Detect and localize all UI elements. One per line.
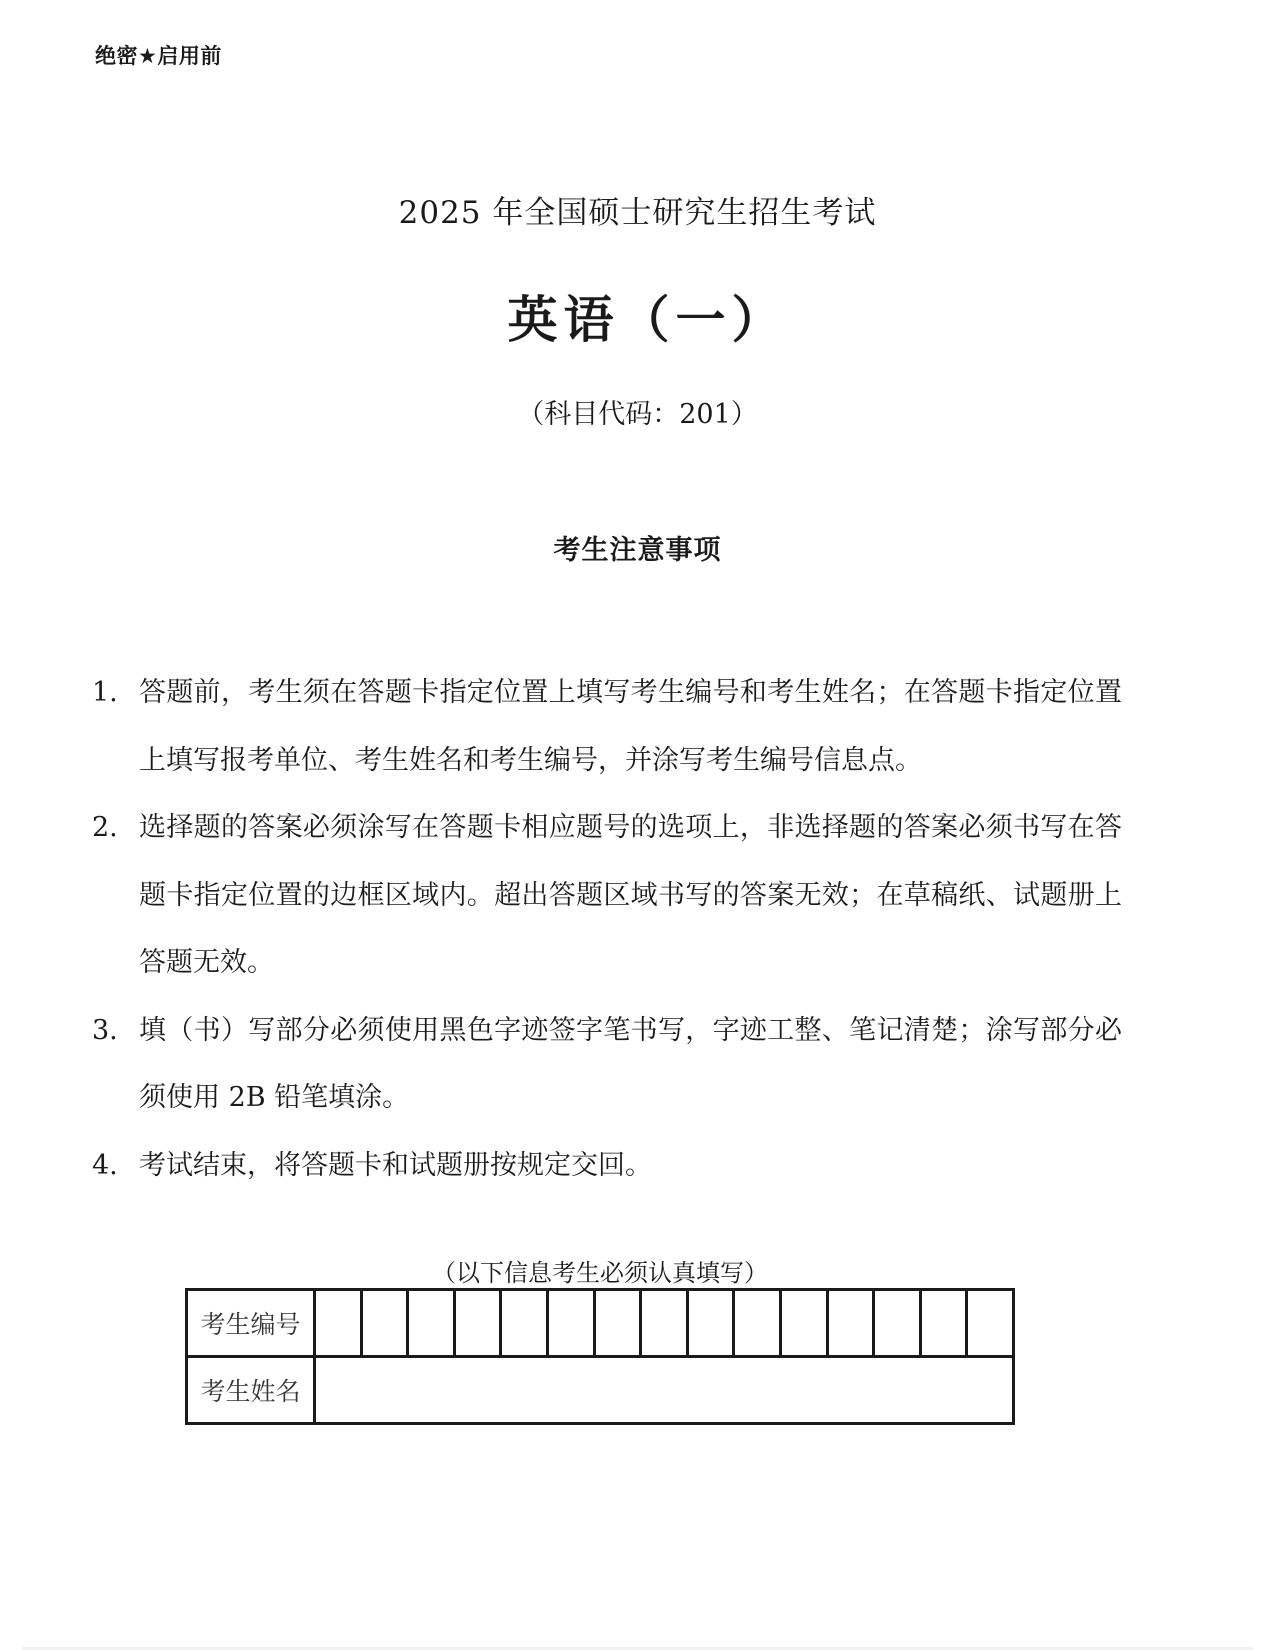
candidate-id-cell[interactable] xyxy=(454,1290,501,1357)
instructions-list xyxy=(92,659,1122,1199)
candidate-id-cell[interactable] xyxy=(827,1290,874,1357)
instruction-item xyxy=(92,794,1122,997)
candidate-id-cell[interactable] xyxy=(594,1290,641,1357)
candidate-id-label: 考生编号 xyxy=(187,1290,315,1357)
instruction-item xyxy=(92,659,1122,794)
candidate-id-cell[interactable] xyxy=(687,1290,734,1357)
instruction-text: 答题前，考生须在答题卡指定位置上填写考生编号和考生姓名；在答题卡指定位置上填写报考单位、考生姓名和考生编号，并涂写考生编号信息点。 xyxy=(139,677,1122,776)
instruction-number: 3. xyxy=(92,1014,118,1046)
candidate-id-cell[interactable] xyxy=(501,1290,548,1357)
candidate-id-cell[interactable] xyxy=(361,1290,408,1357)
instruction-number: 1. xyxy=(92,677,118,708)
candidate-id-cell[interactable] xyxy=(967,1290,1014,1357)
candidate-id-cell[interactable] xyxy=(734,1290,781,1357)
instruction-item xyxy=(92,1132,1122,1200)
instruction-item xyxy=(92,997,1122,1132)
form-caption: （以下信息考生必须认真填写） xyxy=(432,1259,768,1287)
subject-code: （科目代码：201） xyxy=(517,399,758,430)
instruction-number: 4. xyxy=(92,1149,118,1181)
candidate-id-cell[interactable] xyxy=(547,1290,594,1357)
candidate-id-cell[interactable] xyxy=(874,1290,921,1357)
instruction-number: 2. xyxy=(92,812,118,843)
instruction-text: 考试结束，将答题卡和试题册按规定交回。 xyxy=(139,1149,652,1181)
candidate-id-row xyxy=(187,1290,1014,1357)
candidate-info-form xyxy=(185,1288,1015,1425)
candidate-id-cell[interactable] xyxy=(920,1290,967,1357)
subject-title: 英语（一） xyxy=(507,291,788,349)
candidate-id-cell[interactable] xyxy=(315,1290,362,1357)
notice-heading: 考生注意事项 xyxy=(553,535,722,566)
candidate-id-cell[interactable] xyxy=(641,1290,688,1357)
instruction-text: 选择题的答案必须涂写在答题卡相应题号的选项上，非选择题的答案必须书写在答题卡指定位置的边框区域内。超出答题区域书写的答案无效；在草稿纸、试题册上答题无效。 xyxy=(139,812,1122,978)
candidate-name-row xyxy=(187,1357,1014,1424)
candidate-id-cell[interactable] xyxy=(408,1290,455,1357)
candidate-id-cell[interactable] xyxy=(780,1290,827,1357)
confidential-label: 绝密★启用前 xyxy=(95,44,222,68)
candidate-name-field[interactable] xyxy=(315,1357,1014,1424)
exam-title: 2025 年全国硕士研究生招生考试 xyxy=(398,195,877,231)
instruction-text: 填（书）写部分必须使用黑色字迹签字笔书写，字迹工整、笔记清楚；涂写部分必须使用 2B 铅笔填涂。 xyxy=(139,1014,1122,1113)
candidate-name-label: 考生姓名 xyxy=(187,1357,315,1424)
